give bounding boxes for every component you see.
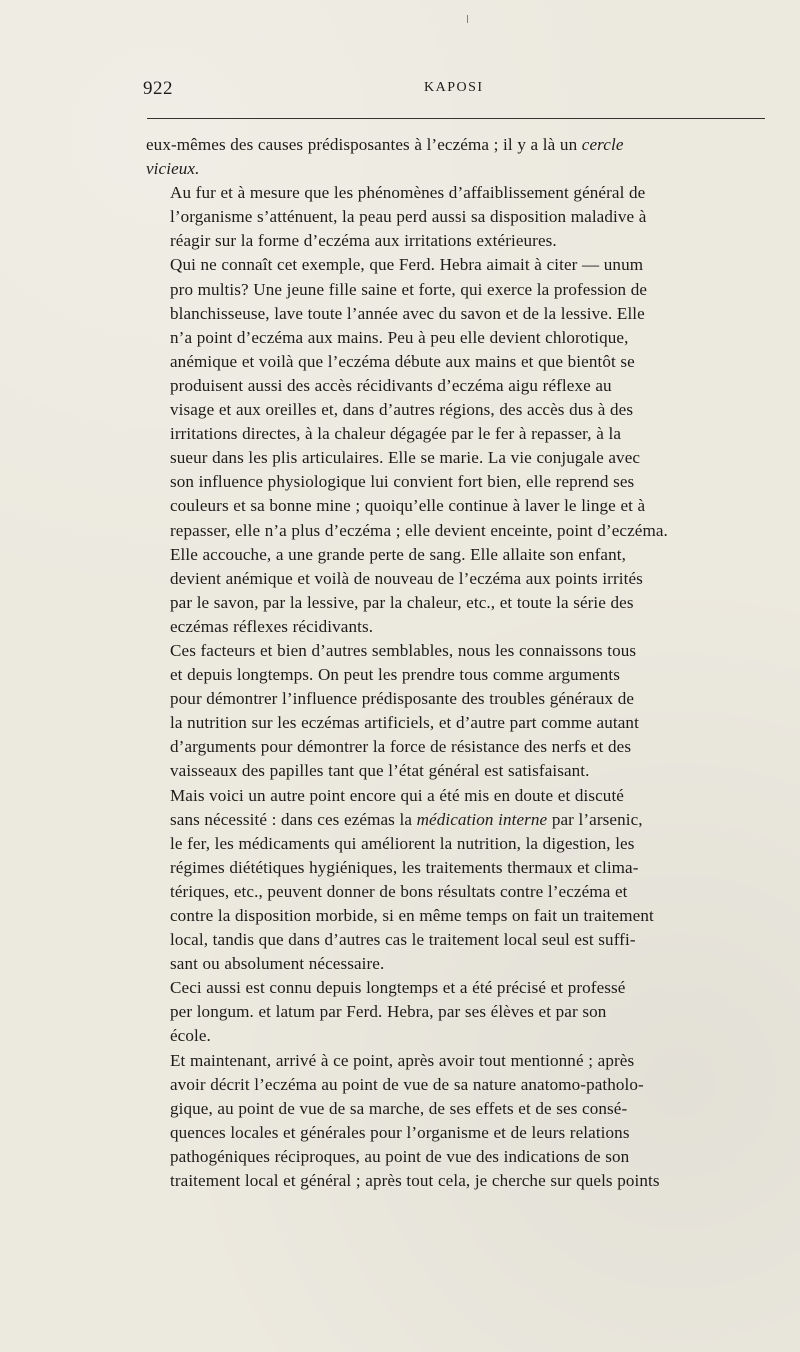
text-line: eczémas réflexes récidivants.	[170, 616, 374, 636]
paragraph-3	[146, 253, 767, 639]
text-line	[146, 157, 767, 181]
text-segment: par l’arsenic,	[547, 809, 643, 829]
text-line: quences locales et générales pour l’organisme et de leurs relations	[170, 1122, 630, 1142]
text-line: contre la disposition morbide, si en même temps on fait un traitement	[170, 906, 654, 925]
italic-text: médication interne	[416, 809, 548, 829]
text-line: sant ou absolument nécessaire.	[170, 954, 385, 974]
text-line: Ceci aussi est connu depuis longtemps et a été précisé et professé	[170, 978, 626, 998]
text-line: régimes diététiques hygiéniques, les traitements thermaux et clima-	[170, 857, 639, 877]
text-line: n’a point d’eczéma aux mains. Peu à peu elle devient chlorotique,	[170, 327, 629, 347]
text-line: couleurs et sa bonne mine ; quoiqu’elle continue à laver le linge et à	[170, 496, 646, 516]
print-mark	[467, 15, 468, 23]
text-line: devient anémique et voilà de nouveau de l’eczéma aux points irrités	[170, 568, 643, 588]
text-line: gique, au point de vue de sa marche, de ses effets et de ses consé-	[170, 1098, 628, 1118]
text-line: son influence physiologique lui convient fort bien, elle reprend ses	[170, 472, 635, 492]
paragraph-1	[146, 133, 767, 181]
text-line: réagir sur la forme d’eczéma aux irritations extérieures.	[170, 231, 557, 251]
text-segment: Mais voici un autre point encore qui a été mis en doute et discuté	[170, 785, 624, 805]
text-line: par le savon, par la lessive, par la chaleur, etc., et toute la série des	[170, 592, 634, 612]
running-head: KAPOSI	[424, 80, 484, 95]
text-line: traitement local et général ; après tout cela, je cherche sur quels points	[170, 1171, 660, 1191]
text-line	[146, 808, 767, 832]
text-line: visage et aux oreilles et, dans d’autres régions, des accès dus à des	[170, 400, 634, 420]
text-line: local, tandis que dans d’autres cas le traitement local seul est suffi-	[170, 930, 636, 950]
text-line: vaisseaux des papilles tant que l’état général est satisfaisant.	[170, 761, 590, 781]
text-line: d’arguments pour démontrer la force de résistance des nerfs et des	[170, 737, 632, 757]
text-line: école.	[170, 1026, 211, 1046]
paragraph-2	[146, 181, 767, 253]
text-line: anémique et voilà que l’eczéma débute aux mains et que bientôt se	[170, 351, 635, 371]
text-line: Qui ne connaît cet exemple, que Ferd. Hebra aimait à citer — unum	[170, 255, 644, 275]
text-line: Elle accouche, a une grande perte de sang. Elle allaite son enfant,	[170, 544, 626, 564]
text-line: tériques, etc., peuvent donner de bons résultats contre l’eczéma et	[170, 881, 628, 901]
text-line	[146, 133, 767, 157]
body-text	[146, 133, 767, 1193]
text-line: l’organisme s’atténuent, la peau perd aussi sa disposition maladive à	[170, 207, 647, 227]
text-line: Et maintenant, arrivé à ce point, après avoir tout mentionné ; après	[170, 1050, 635, 1070]
paragraph-4	[146, 639, 767, 784]
text-line: repasser, elle n’a plus d’eczéma ; elle devient enceinte, point d’eczéma.	[170, 520, 668, 540]
italic-text: vicieux.	[146, 159, 200, 179]
page-number: 922	[143, 78, 173, 99]
text-line: sueur dans les plis articulaires. Elle se marie. La vie conjugale avec	[170, 448, 641, 468]
text-line: et depuis longtemps. On peut les prendre tous comme arguments	[170, 665, 621, 685]
text-line: Au fur et à mesure que les phénomènes d’affaiblissement général de	[170, 183, 646, 203]
text-line: avoir décrit l’eczéma au point de vue de sa nature anatomo-patholo-	[170, 1074, 644, 1094]
text-line: la nutrition sur les eczémas artificiels, et d’autre part comme autant	[170, 713, 639, 733]
text-line	[146, 784, 767, 808]
text-line: blanchisseuse, lave toute l’année avec du savon et de la lessive. Elle	[170, 303, 645, 323]
paragraph-6	[146, 976, 767, 1048]
text-segment: sans nécessité : dans ces ezémas la	[170, 809, 417, 829]
italic-text: cercle	[581, 135, 624, 154]
paragraph-5	[146, 784, 767, 977]
text-line: le fer, les médicaments qui améliorent la nutrition, la digestion, les	[170, 833, 635, 853]
text-line: pathogéniques réciproques, au point de vue des indications de son	[170, 1146, 630, 1166]
text-segment: eux-mêmes des causes prédisposantes à l’eczéma ; il y a là un	[146, 135, 582, 154]
text-line: Ces facteurs et bien d’autres semblables, nous les connaissons tous	[170, 640, 637, 660]
header-rule	[147, 118, 765, 119]
text-line: per longum. et latum par Ferd. Hebra, par ses élèves et par son	[170, 1002, 607, 1022]
paragraph-7	[146, 1049, 767, 1194]
text-line: irritations directes, à la chaleur dégagée par le fer à repasser, à la	[170, 424, 622, 444]
text-line: pour démontrer l’influence prédisposante des troubles généraux de	[170, 689, 635, 709]
text-line: pro multis? Une jeune fille saine et forte, qui exerce la profession de	[170, 279, 648, 299]
text-line: produisent aussi des accès récidivants d’eczéma aigu réflexe au	[170, 375, 612, 395]
page-header	[143, 78, 763, 104]
